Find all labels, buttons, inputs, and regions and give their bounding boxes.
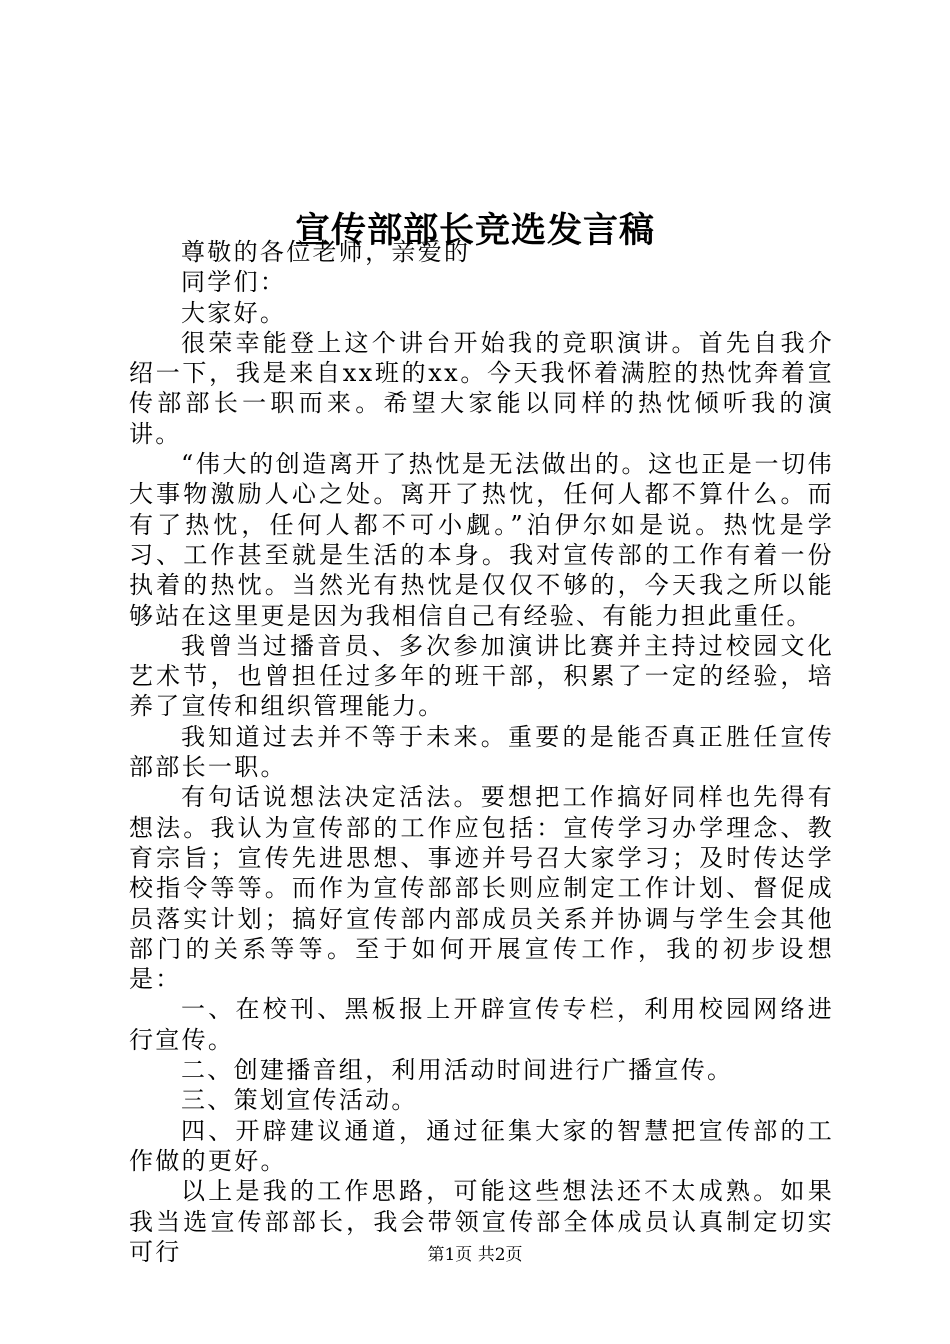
page-number-footer: 第1页 共2页 (427, 1245, 523, 1265)
greeting-line-2: 同学们： (181, 268, 287, 297)
paragraph-future: 我知道过去并不等于未来。重要的是能否真正胜任宣传部部长一职。 (129, 722, 834, 782)
greeting-line-1: 尊敬的各位老师，亲爱的 (181, 238, 471, 266)
paragraph-conclusion: 以上是我的工作思路，可能这些想法还不太成熟。如果我当选宣传部部长，我会带领宣传部全体成员认真制定切实可行 (129, 1177, 834, 1266)
paragraph-experience: 我曾当过播音员、多次参加演讲比赛并主持过校园文化艺术节，也曾担任过多年的班干部，积累了一定的经验，培养了宣传和组织管理能力。 (129, 631, 834, 721)
paragraph-introduction: 很荣幸能登上这个讲台开始我的竞职演讲。首先自我介绍一下，我是来自xx班的xx。今天我怀着满腔的热忱奔着宣传部部长一职而来。希望大家能以同样的热忱倾听我的演讲。 (129, 328, 834, 448)
plan-item-1: 一、在校刊、黑板报上开辟宣传专栏，利用校园网络进行宣传。 (129, 995, 834, 1054)
greeting-line-3: 大家好。 (181, 298, 287, 327)
document-title: 宣传部部长竞选发言稿 (294, 210, 655, 252)
paragraph-quote: “伟大的创造离开了热忱是无法做出的。这也正是一切伟大事物激励人心之处。离开了热忱，任何人都不算什么。而有了热忱，任何人都不可小觑。”泊伊尔如是说。热忱是学习、工作甚至就是生活的本身。我对宣传部的工作有着一份执着的热忱。当然光有热忱是仅仅不够的，今天我之所以能够站在这里更是因为我相信自己有经验、有能力担此重任。 (129, 450, 834, 630)
document-body (129, 237, 834, 1267)
plan-item-2: 二、创建播音组，利用活动时间进行广播宣传。 (181, 1056, 734, 1085)
plan-item-3: 三、策划宣传活动。 (181, 1086, 418, 1115)
paragraph-work-plan: 有句话说想法决定活法。要想把工作搞好同样也先得有想法。我认为宣传部的工作应包括：宣传学习办学理念、教育宗旨；宣传先进思想、事迹并号召大家学习；及时传达学校指令等等。而作为宣传部部长则应制定工作计划、督促成员落实计划；搞好宣传部内部成员关系并协调与学生会其他部门的关系等等。至于如何开展宣传工作，我的初步设想是： (129, 783, 834, 994)
plan-item-4: 四、开辟建议通道，通过征集大家的智慧把宣传部的工作做的更好。 (129, 1116, 834, 1175)
